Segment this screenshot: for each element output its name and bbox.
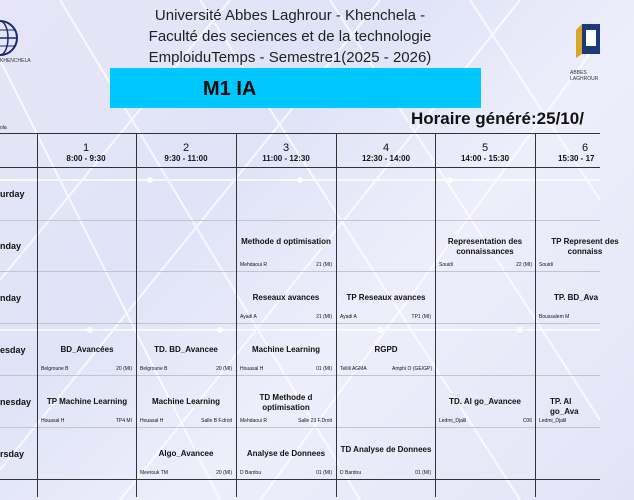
room-label: 21 (MI) (316, 314, 332, 320)
course-title: TP Reseaux avances (346, 293, 426, 302)
room-label: TP1 (MI) (411, 314, 431, 320)
room-label: 01 (MI) (415, 470, 431, 476)
course-title: BD_Avancées (60, 345, 114, 354)
course-title: Representation des connaissances (447, 237, 523, 256)
course-title: RGPD (374, 345, 398, 354)
slot-time: 11:00 - 12:30 (262, 154, 310, 163)
teacher-name: Ayadi A (240, 314, 257, 320)
slot-number: 3 (282, 142, 290, 154)
course-title: TD. BD_Avancee (154, 345, 218, 354)
teacher-name: Tellili AGMA (340, 366, 367, 372)
course-title: TP. BD_Ava (554, 293, 599, 302)
day-label: nesday (0, 397, 32, 407)
university-name: Université Abbes Laghrour - Khenchela - (154, 7, 426, 24)
course-title: Analyse de Donnees (246, 449, 326, 458)
corner-tag: ola (0, 125, 7, 131)
room-label: 20 (MI) (216, 366, 232, 372)
slot-time: 9:30 - 11:00 (164, 154, 208, 163)
left-logo-caption: KHENCHELA (0, 58, 31, 64)
faculty-name: Faculté des seciences et de la technologie (148, 28, 432, 45)
teacher-name: Mehdaoui R (240, 262, 267, 268)
day-label: urday (0, 189, 25, 199)
slot-number: 4 (382, 142, 390, 154)
day-label: rsday (0, 449, 25, 459)
teacher-name: D Bardou (240, 470, 262, 476)
room-label: 01 (MI) (316, 470, 332, 476)
room-label: TP4 MI (115, 418, 132, 424)
teacher-name: Belgroune B (41, 366, 69, 372)
teacher-name: Houasal H (41, 418, 65, 424)
right-logo-caption: ABBES LAGHROUR (570, 70, 599, 82)
teacher-name: Boussalem M (539, 314, 570, 320)
teacher-name: Belgroune B (140, 366, 168, 372)
teacher-name: Ayadi A (340, 314, 357, 320)
slot-time: 8:00 - 9:30 (66, 154, 106, 163)
slot-time: 12:30 - 14:00 (361, 154, 411, 163)
document-header (100, 5, 480, 68)
generated-date: Horaire généré:25/10/ (411, 109, 584, 128)
course-title: Methode d optimisation (241, 237, 331, 246)
class-banner (110, 68, 481, 108)
room-label: 21 (MI) (316, 262, 332, 268)
teacher-name: Mehdaoui R (240, 418, 267, 424)
slot-number: 2 (182, 142, 190, 154)
course-title: TP. AI go_Ava (550, 397, 579, 416)
room-label: 01 (MI) (316, 366, 332, 372)
class-name: M1 IA (203, 78, 257, 100)
day-label: nday (0, 293, 22, 303)
room-label: Salle B F.droit (201, 418, 232, 424)
slot-number: 5 (481, 142, 489, 154)
course-title: Reseaux avances (252, 293, 320, 302)
course-title: Machine Learning (151, 397, 220, 406)
teacher-name: Houasal H (240, 366, 264, 372)
slot-number: 6 (581, 142, 589, 154)
slot-time: 14:00 - 15:30 (460, 154, 510, 163)
course-title: TD. AI go_Avancee (449, 397, 521, 406)
course-title: TD Analyse de Donnees (340, 445, 432, 454)
room-label: Amphi O (GE/GP) (391, 366, 432, 372)
room-label: 20 (MI) (116, 366, 132, 372)
course-title: TD Methode d optimisation (259, 393, 313, 412)
slot-time: 15:30 - 17 (558, 154, 595, 163)
course-title: Machine Learning (251, 345, 320, 354)
teacher-name: D Bardou (340, 470, 362, 476)
day-label: nday (0, 241, 22, 251)
room-label: C06 (522, 418, 532, 424)
room-label: 20 (MI) (216, 470, 232, 476)
course-title: TP Represent des connaiss (551, 237, 619, 256)
teacher-name: Ledmi_Djalil (539, 418, 567, 424)
teacher-name: Ledmi_Djalil (439, 418, 467, 424)
teacher-name: Meerouk TM (140, 470, 168, 476)
slot-number: 1 (82, 142, 90, 154)
course-title: Algo_Avancee (158, 449, 214, 458)
room-label: Salle 23 F.Droit (298, 418, 332, 424)
schedule-title: EmploiduTemps - Semestre1(2025 - 2026) (148, 49, 432, 66)
room-label: 22 (MI) (516, 262, 532, 268)
teacher-name: Souidi (439, 262, 453, 268)
course-title: TP Machine Learning (46, 397, 128, 406)
teacher-name: Souidi (539, 262, 553, 268)
day-label: esday (0, 345, 26, 355)
teacher-name: Houasal H (140, 418, 164, 424)
